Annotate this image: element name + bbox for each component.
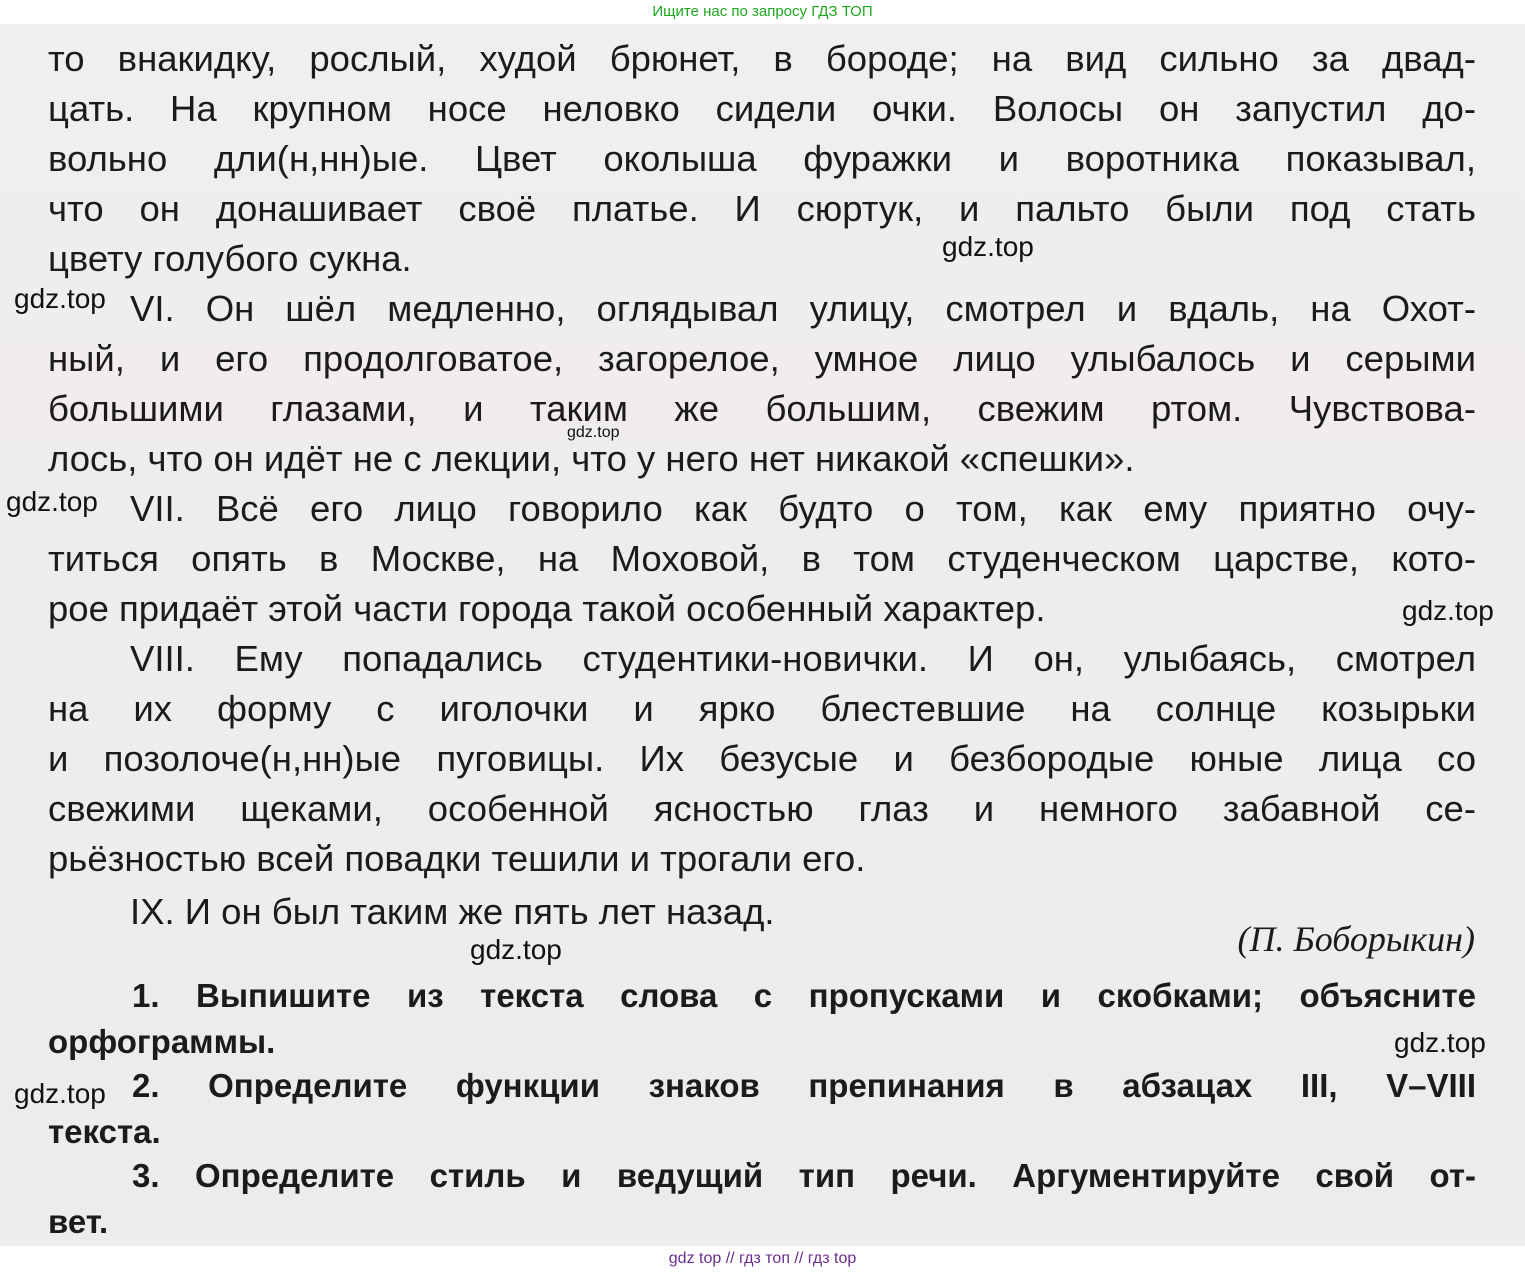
- text-line: титься опять в Москве, на Моховой, в том студенческом царстве, кото-: [48, 538, 1476, 579]
- watermark: gdz.top: [567, 424, 620, 441]
- task-1-continued: орфограммы.: [48, 1023, 276, 1060]
- top-banner: Ищите нас по запросу ГДЗ ТОП: [0, 0, 1525, 24]
- text-line: и позолоче(н,нн)ые пуговицы. Их безусые и безбородые юные лица со: [48, 738, 1476, 779]
- text-line: то внакидку, рослый, худой брюнет, в бороде; на вид сильно за двад-: [48, 38, 1476, 79]
- task-2-continued: текста.: [48, 1113, 161, 1150]
- text-line: большими глазами, и таким же большим, свежим ртом. Чувствова-: [48, 388, 1476, 429]
- text-line: лось, что он идёт не с лекции, что у него нет никакой «спешки».: [48, 438, 1135, 479]
- watermark: gdz.top: [1402, 595, 1494, 626]
- task-2: 2. Определите функции знаков препинания в абзацах III, V–VIII: [132, 1067, 1476, 1104]
- watermark: gdz.top: [1394, 1027, 1486, 1058]
- task-3-continued: вет.: [48, 1203, 109, 1240]
- text-line: рое придаёт этой части города такой особенный характер.: [48, 588, 1046, 629]
- task-3: 3. Определите стиль и ведущий тип речи. Аргументируйте свой от-: [132, 1157, 1476, 1194]
- bottom-banner: gdz top // гдз топ // гдз top: [0, 1246, 1525, 1272]
- watermark: gdz.top: [14, 1078, 106, 1109]
- author-attribution: (П. Боборыкин): [1237, 919, 1475, 959]
- watermark: gdz.top: [470, 934, 562, 965]
- paragraph-vii-start: VII. Всё его лицо говорило как будто о том, как ему приятно очу-: [130, 488, 1476, 529]
- text-line: вольно дли(н,нн)ые. Цвет околыша фуражки и воротника показывал,: [48, 138, 1476, 179]
- text-line: цать. На крупном носе неловко сидели очки. Волосы он запустил до-: [48, 88, 1476, 129]
- text-line: на их форму с иголочки и ярко блестевшие на солнце козырьки: [48, 688, 1476, 729]
- textbook-page-scan: [0, 24, 1525, 1246]
- text-line: свежими щеками, особенной ясностью глаз и немного забавной се-: [48, 788, 1476, 829]
- watermark: gdz.top: [6, 486, 98, 517]
- watermark: gdz.top: [942, 231, 1034, 262]
- text-line: что он донашивает своё платье. И сюртук, и пальто были под стать: [48, 188, 1476, 229]
- paragraph-ix: IX. И он был таким же пять лет назад.: [130, 891, 775, 932]
- text-line: цвету голубого сукна.: [48, 238, 412, 279]
- text-line: ный, и его продолговатое, загорелое, умное лицо улыбалось и серыми: [48, 338, 1476, 379]
- text-line: рьёзностью всей повадки тешили и трогали его.: [48, 838, 866, 879]
- task-1: 1. Выпишите из текста слова с пропусками и скобками; объясните: [132, 977, 1476, 1014]
- watermark: gdz.top: [14, 283, 106, 314]
- paragraph-viii-start: VIII. Ему попадались студентики-новички. И он, улыбаясь, смотрел: [130, 638, 1476, 679]
- paragraph-vi-start: VI. Он шёл медленно, оглядывал улицу, смотрел и вдаль, на Охот-: [130, 288, 1476, 329]
